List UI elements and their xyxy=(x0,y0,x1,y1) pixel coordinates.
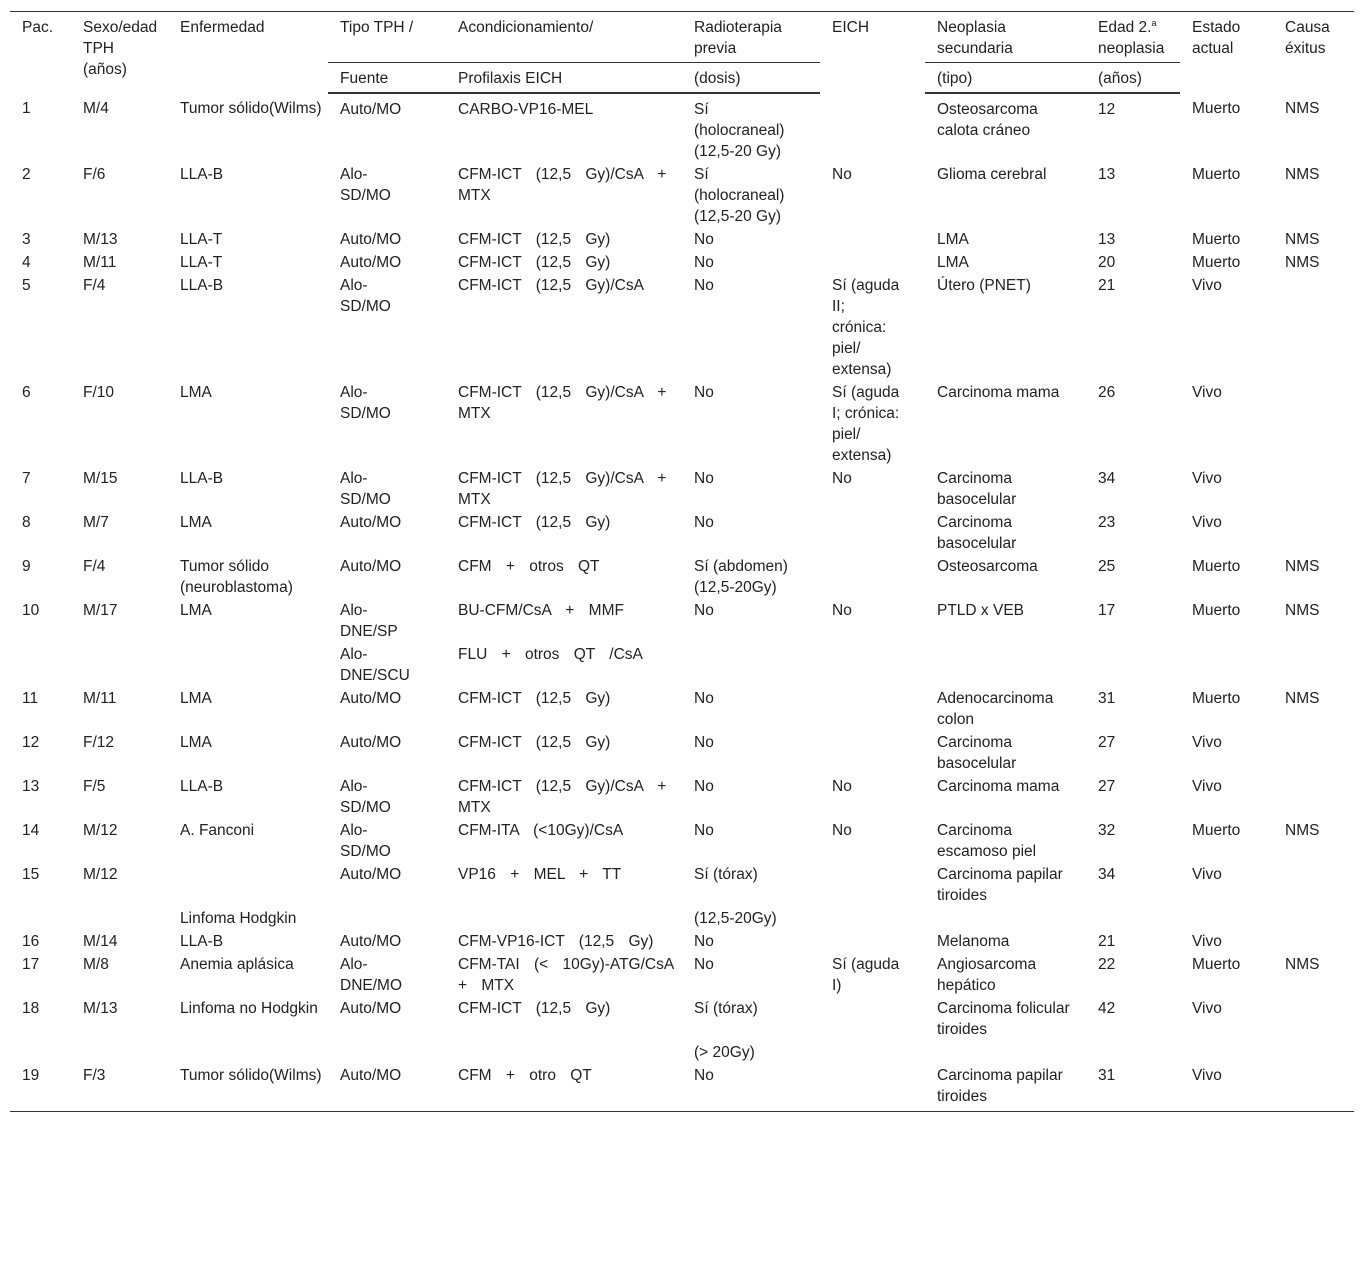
cell-enf: LLA-B xyxy=(180,933,224,950)
table-row xyxy=(10,643,1354,687)
cell-tipo: Auto/MO xyxy=(340,734,402,751)
cell-causa: NMS xyxy=(1285,602,1320,619)
cell-tipo: Alo-SD/MO xyxy=(340,822,391,860)
header-acond-sub: Profilaxis EICH xyxy=(446,63,682,94)
cell-acond: FLU + otros QT /CsA xyxy=(458,646,643,663)
cell-neo: Carcinoma basocelular xyxy=(937,514,1017,552)
cell-eich: Sí (aguda I; crónica: piel/ extensa) xyxy=(832,384,900,464)
cell-estado: Vivo xyxy=(1192,734,1222,751)
cell-enf: Linfoma Hodgkin xyxy=(180,910,297,927)
cell-radio: No xyxy=(694,778,714,795)
table-row xyxy=(10,93,1354,163)
cell-causa: NMS xyxy=(1285,100,1320,117)
cell-edad: 31 xyxy=(1098,690,1116,707)
cell-pac: 3 xyxy=(22,231,31,248)
cell-edad xyxy=(1086,1041,1180,1064)
cell-edad: 13 xyxy=(1098,166,1116,183)
cell-enf: LLA-B xyxy=(180,470,224,487)
cell-sexo xyxy=(71,907,168,930)
cell-eich xyxy=(820,907,925,930)
cell-estado: Vivo xyxy=(1192,514,1222,531)
cell-estado: Muerto xyxy=(1192,602,1241,619)
cell-tipo: Alo-SD/MO xyxy=(340,384,391,422)
table-body xyxy=(10,93,1354,1112)
table-row xyxy=(10,381,1354,467)
cell-radio: Sí (abdomen) (12,5-20Gy) xyxy=(694,558,788,596)
cell-enf xyxy=(168,863,328,907)
cell-pac: 9 xyxy=(22,558,31,575)
header-edad-sub: (años) xyxy=(1086,63,1180,94)
cell-sexo: F/4 xyxy=(83,277,106,294)
cell-enf: Tumor sólido(Wilms) xyxy=(180,100,322,117)
cell-sexo: M/17 xyxy=(83,602,118,619)
cell-causa: NMS xyxy=(1285,254,1320,271)
cell-sexo: F/6 xyxy=(83,166,106,183)
cell-radio: No xyxy=(694,254,714,271)
cell-tipo: Auto/MO xyxy=(340,231,402,248)
header-radio: Radioterapia previa xyxy=(682,12,820,63)
cell-acond: CFM + otro QT xyxy=(458,1067,592,1084)
cell-causa xyxy=(1273,731,1354,775)
header-neo-sub: (tipo) xyxy=(925,63,1086,94)
cell-sexo: M/4 xyxy=(83,100,109,117)
cell-enf: LMA xyxy=(180,514,212,531)
cell-radio: No xyxy=(694,384,714,401)
cell-sexo: F/5 xyxy=(83,778,106,795)
cell-neo xyxy=(925,643,1086,687)
cell-pac xyxy=(10,1041,71,1064)
cell-radio: No xyxy=(694,933,714,950)
cell-estado: Vivo xyxy=(1192,384,1222,401)
cell-causa xyxy=(1273,274,1354,381)
cell-eich xyxy=(820,643,925,687)
cell-acond: CFM-ICT (12,5 Gy)/CsA + MTX xyxy=(458,778,667,816)
cell-causa xyxy=(1273,381,1354,467)
cell-eich xyxy=(820,93,925,163)
cell-pac: 16 xyxy=(22,933,40,950)
cell-pac: 10 xyxy=(22,602,40,619)
cell-causa xyxy=(1273,467,1354,511)
table-row xyxy=(10,953,1354,997)
cell-neo: Melanoma xyxy=(937,933,1010,950)
cell-estado: Muerto xyxy=(1192,690,1241,707)
cell-tipo: Alo-SD/MO xyxy=(340,277,391,315)
cell-tipo: Auto/MO xyxy=(340,101,402,118)
cell-pac xyxy=(10,907,71,930)
table-row xyxy=(10,599,1354,643)
cell-tipo: Auto/MO xyxy=(340,866,402,883)
cell-tipo: Alo-SD/MO xyxy=(340,166,391,204)
header-estado: Estado actual xyxy=(1192,19,1241,57)
table-row xyxy=(10,863,1354,907)
cell-edad: 31 xyxy=(1098,1067,1116,1084)
cell-causa: NMS xyxy=(1285,822,1320,839)
cell-estado: Vivo xyxy=(1192,1000,1222,1017)
cell-acond: CFM-ICT (12,5 Gy) xyxy=(458,690,611,707)
header-sexo xyxy=(71,12,168,94)
table-row xyxy=(10,228,1354,251)
cell-sexo: M/14 xyxy=(83,933,118,950)
cell-radio: No xyxy=(694,956,714,973)
cell-estado: Muerto xyxy=(1192,100,1241,117)
cell-sexo xyxy=(71,1041,168,1064)
cell-eich xyxy=(820,863,925,907)
header-edad xyxy=(1086,12,1180,63)
header-neo: Neoplasia secundaria xyxy=(925,12,1086,63)
cell-neo: Carcinoma basocelular xyxy=(937,734,1017,772)
cell-enf: LMA xyxy=(180,384,212,401)
cell-acond: BU-CFM/CsA + MMF xyxy=(458,602,624,619)
table-row xyxy=(10,251,1354,274)
cell-acond: CARBO-VP16-MEL xyxy=(458,101,594,118)
cell-eich xyxy=(820,228,925,251)
cell-tipo: Auto/MO xyxy=(340,933,402,950)
cell-acond: CFM-ICT (12,5 Gy)/CsA + MTX xyxy=(458,166,667,204)
cell-radio: No xyxy=(694,231,714,248)
cell-neo xyxy=(925,907,1086,930)
cell-neo: Osteosarcoma calota cráneo xyxy=(937,101,1038,139)
cell-neo: Carcinoma mama xyxy=(937,384,1060,401)
cell-enf: Tumor sólido (neuroblastoma) xyxy=(180,558,293,596)
table-row xyxy=(10,930,1354,953)
cell-edad: 42 xyxy=(1098,1000,1116,1017)
cell-tipo: Auto/MO xyxy=(340,514,402,531)
cell-acond: CFM-TAI (< 10Gy)-ATG/CsA + MTX xyxy=(458,956,674,994)
cell-sexo: F/12 xyxy=(83,734,115,751)
cell-radio: Sí (holocraneal) (12,5-20 Gy) xyxy=(694,101,785,160)
cell-radio: No xyxy=(694,734,714,751)
header-pac: Pac. xyxy=(22,19,54,36)
cell-causa xyxy=(1273,907,1354,930)
header-acond: Acondicionamiento/ xyxy=(446,12,682,63)
cell-eich: No xyxy=(832,778,852,795)
cell-tipo: Auto/MO xyxy=(340,558,402,575)
cell-estado xyxy=(1180,643,1273,687)
cell-neo: PTLD x VEB xyxy=(937,602,1024,619)
cell-edad: 32 xyxy=(1098,822,1116,839)
cell-pac: 2 xyxy=(22,166,31,183)
cell-neo: Osteosarcoma xyxy=(937,558,1038,575)
table-header xyxy=(10,12,1354,94)
cell-eich: No xyxy=(832,602,852,619)
table-row xyxy=(10,555,1354,599)
cell-acond: CFM-ICT (12,5 Gy)/CsA + MTX xyxy=(458,470,667,508)
cell-enf: LMA xyxy=(180,602,212,619)
cell-acond: CFM + otros QT xyxy=(458,558,600,575)
cell-sexo: F/10 xyxy=(83,384,115,401)
cell-sexo: M/13 xyxy=(83,231,118,248)
cell-causa xyxy=(1273,863,1354,907)
cell-eich xyxy=(820,731,925,775)
cell-radio: No xyxy=(694,690,714,707)
cell-neo: LMA xyxy=(937,254,969,271)
cell-acond: CFM-VP16-ICT (12,5 Gy) xyxy=(458,933,654,950)
cell-radio: (12,5-20Gy) xyxy=(694,910,777,927)
cell-causa: NMS xyxy=(1285,166,1320,183)
cell-estado: Muerto xyxy=(1192,822,1241,839)
cell-pac: 13 xyxy=(22,778,40,795)
cell-enf: Linfoma no Hodgkin xyxy=(180,1000,318,1017)
cell-acond: CFM-ITA (<10Gy)/CsA xyxy=(458,822,624,839)
cell-eich xyxy=(820,1064,925,1112)
cell-estado: Vivo xyxy=(1192,778,1222,795)
table-row xyxy=(10,467,1354,511)
cell-estado: Vivo xyxy=(1192,1067,1222,1084)
cell-neo: Carcinoma escamoso piel xyxy=(937,822,1037,860)
cell-neo: Carcinoma basocelular xyxy=(937,470,1017,508)
cell-enf: A. Fanconi xyxy=(180,822,255,839)
cell-eich xyxy=(820,687,925,731)
cell-pac: 17 xyxy=(22,956,40,973)
table-row xyxy=(10,997,1354,1041)
cell-tipo: Auto/MO xyxy=(340,254,402,271)
cell-edad: 25 xyxy=(1098,558,1116,575)
cell-tipo: Alo-SD/MO xyxy=(340,470,391,508)
table-row xyxy=(10,907,1354,930)
cell-acond: CFM-ICT (12,5 Gy)/CsA xyxy=(458,277,644,294)
cell-acond: CFM-ICT (12,5 Gy) xyxy=(458,514,611,531)
cell-radio: Sí (tórax) xyxy=(694,866,758,883)
cell-radio xyxy=(682,643,820,687)
table-row xyxy=(10,1064,1354,1112)
cell-neo: Adenocarcinoma colon xyxy=(937,690,1054,728)
cell-pac: 12 xyxy=(22,734,40,751)
cell-acond: CFM-ICT (12,5 Gy) xyxy=(458,254,611,271)
cell-estado: Muerto xyxy=(1192,231,1241,248)
cell-radio: Sí (tórax) xyxy=(694,1000,758,1017)
cell-neo: Carcinoma mama xyxy=(937,778,1060,795)
cell-tipo: Alo-DNE/MO xyxy=(340,956,402,994)
cell-radio: No xyxy=(694,602,714,619)
cell-edad: 26 xyxy=(1098,384,1116,401)
cell-enf: Anemia aplásica xyxy=(180,956,294,973)
cell-sexo: M/12 xyxy=(83,866,118,883)
cell-pac: 6 xyxy=(22,384,31,401)
header-eich: EICH xyxy=(832,19,870,36)
cell-eich: No xyxy=(832,166,852,183)
cell-estado: Muerto xyxy=(1192,558,1241,575)
cell-pac: 18 xyxy=(22,1000,40,1017)
cell-edad xyxy=(1086,907,1180,930)
cell-causa xyxy=(1273,643,1354,687)
cell-tipo xyxy=(328,1041,446,1064)
cell-pac: 14 xyxy=(22,822,40,839)
cell-acond xyxy=(446,907,682,930)
cell-neo: Útero (PNET) xyxy=(937,277,1031,294)
cell-eich xyxy=(820,511,925,555)
table-row xyxy=(10,1041,1354,1064)
cell-edad: 21 xyxy=(1098,277,1116,294)
cell-acond: CFM-ICT (12,5 Gy) xyxy=(458,231,611,248)
header-sexo-label: Sexo/edad TPH xyxy=(83,19,158,57)
cell-neo: LMA xyxy=(937,231,969,248)
cell-eich xyxy=(820,555,925,599)
cell-radio: No xyxy=(694,514,714,531)
cell-causa xyxy=(1273,930,1354,953)
cell-pac: 8 xyxy=(22,514,31,531)
cell-acond: CFM-ICT (12,5 Gy) xyxy=(458,734,611,751)
cell-sexo: F/3 xyxy=(83,1067,106,1084)
cell-radio: (> 20Gy) xyxy=(694,1044,755,1061)
table-row xyxy=(10,163,1354,228)
cell-eich: No xyxy=(832,822,852,839)
table-container xyxy=(10,11,1354,1112)
cell-radio: Sí (holocraneal) (12,5-20 Gy) xyxy=(694,166,785,225)
cell-neo: Carcinoma papilar tiroides xyxy=(937,866,1063,904)
cell-edad: 34 xyxy=(1098,470,1116,487)
cell-eich: No xyxy=(832,470,852,487)
cell-eich xyxy=(820,930,925,953)
cell-radio: No xyxy=(694,822,714,839)
cell-causa xyxy=(1273,511,1354,555)
cell-causa xyxy=(1273,775,1354,819)
cell-tipo: Auto/MO xyxy=(340,1000,402,1017)
cell-neo: Angiosarcoma hepático xyxy=(937,956,1037,994)
cell-radio: No xyxy=(694,277,714,294)
cell-neo: Carcinoma folicular tiroides xyxy=(937,1000,1070,1038)
cell-sexo: F/4 xyxy=(83,558,106,575)
cell-enf: LMA xyxy=(180,690,212,707)
cell-edad: 34 xyxy=(1098,866,1116,883)
table-row xyxy=(10,819,1354,863)
cell-neo: Glioma cerebral xyxy=(937,166,1047,183)
cell-acond: CFM-ICT (12,5 Gy) xyxy=(458,1000,611,1017)
cell-estado: Vivo xyxy=(1192,933,1222,950)
header-causa: Causa éxitus xyxy=(1285,19,1330,57)
cell-sexo: M/13 xyxy=(83,1000,118,1017)
cell-acond: CFM-ICT (12,5 Gy)/CsA + MTX xyxy=(458,384,667,422)
cell-estado: Vivo xyxy=(1192,277,1222,294)
cell-enf xyxy=(168,1041,328,1064)
table-row xyxy=(10,274,1354,381)
cell-edad: 20 xyxy=(1098,254,1116,271)
cell-enf: LLA-T xyxy=(180,231,223,248)
cell-edad: 17 xyxy=(1098,602,1116,619)
cell-eich xyxy=(820,251,925,274)
cell-neo xyxy=(925,1041,1086,1064)
cell-enf: LLA-B xyxy=(180,778,224,795)
cell-estado: Muerto xyxy=(1192,956,1241,973)
cell-tipo: Auto/MO xyxy=(340,690,402,707)
cell-edad: 27 xyxy=(1098,734,1116,751)
cell-radio: No xyxy=(694,470,714,487)
cell-causa: NMS xyxy=(1285,690,1320,707)
table-row xyxy=(10,775,1354,819)
table-row xyxy=(10,511,1354,555)
cell-sexo: M/12 xyxy=(83,822,118,839)
cell-causa: NMS xyxy=(1285,956,1320,973)
cell-pac xyxy=(10,643,71,687)
cell-sexo: M/15 xyxy=(83,470,118,487)
header-radio-sub: (dosis) xyxy=(682,63,820,94)
cell-acond: VP16 + MEL + TT xyxy=(458,866,622,883)
header-edad-sup: a xyxy=(1151,18,1157,28)
cell-eich xyxy=(820,1041,925,1064)
cell-enf: LMA xyxy=(180,734,212,751)
header-enfermedad: Enfermedad xyxy=(180,19,265,36)
header-edad-label-2: neoplasia xyxy=(1098,40,1165,57)
cell-sexo: M/7 xyxy=(83,514,109,531)
cell-causa xyxy=(1273,1064,1354,1112)
cell-edad: 12 xyxy=(1098,101,1116,118)
cell-enf xyxy=(168,643,328,687)
cell-neo: Carcinoma papilar tiroides xyxy=(937,1067,1063,1105)
cell-enf: LLA-B xyxy=(180,277,224,294)
table-row xyxy=(10,731,1354,775)
cell-edad: 27 xyxy=(1098,778,1116,795)
cell-tipo: Alo-SD/MO xyxy=(340,778,391,816)
patients-table xyxy=(10,11,1354,1112)
cell-pac: 1 xyxy=(22,100,31,117)
header-tipo: Tipo TPH / xyxy=(328,12,446,63)
cell-causa xyxy=(1273,1041,1354,1064)
cell-enf: Tumor sólido(Wilms) xyxy=(180,1067,322,1084)
cell-sexo xyxy=(71,643,168,687)
cell-eich: Sí (aguda II; crónica: piel/ extensa) xyxy=(832,277,900,378)
cell-edad: 23 xyxy=(1098,514,1116,531)
cell-pac: 7 xyxy=(22,470,31,487)
cell-causa xyxy=(1273,997,1354,1041)
table-row xyxy=(10,687,1354,731)
cell-edad: 21 xyxy=(1098,933,1116,950)
cell-enf: LLA-B xyxy=(180,166,224,183)
cell-acond xyxy=(446,1041,682,1064)
cell-pac: 11 xyxy=(22,690,39,707)
cell-tipo xyxy=(328,907,446,930)
cell-tipo: Auto/MO xyxy=(340,1067,402,1084)
cell-estado: Vivo xyxy=(1192,470,1222,487)
cell-tipo: Alo-DNE/SP xyxy=(340,602,398,640)
cell-pac: 15 xyxy=(22,866,40,883)
cell-sexo: M/8 xyxy=(83,956,109,973)
cell-sexo: M/11 xyxy=(83,254,117,271)
cell-pac: 4 xyxy=(22,254,31,271)
cell-tipo: Alo-DNE/SCU xyxy=(340,646,410,684)
header-sexo-unit: (años) xyxy=(83,61,127,78)
cell-estado xyxy=(1180,907,1273,930)
cell-eich xyxy=(820,997,925,1041)
header-tipo-sub: Fuente xyxy=(328,63,446,94)
cell-pac: 5 xyxy=(22,277,31,294)
cell-sexo: M/11 xyxy=(83,690,117,707)
header-edad-label: Edad 2. xyxy=(1098,19,1152,36)
cell-radio: No xyxy=(694,1067,714,1084)
cell-estado: Vivo xyxy=(1192,866,1222,883)
cell-eich: Sí (aguda I) xyxy=(832,956,900,994)
cell-causa: NMS xyxy=(1285,231,1320,248)
cell-edad: 13 xyxy=(1098,231,1116,248)
cell-estado: Muerto xyxy=(1192,166,1241,183)
cell-enf: LLA-T xyxy=(180,254,223,271)
cell-pac: 19 xyxy=(22,1067,40,1084)
cell-edad: 22 xyxy=(1098,956,1116,973)
cell-estado xyxy=(1180,1041,1273,1064)
cell-causa: NMS xyxy=(1285,558,1320,575)
cell-estado: Muerto xyxy=(1192,254,1241,271)
cell-edad xyxy=(1086,643,1180,687)
